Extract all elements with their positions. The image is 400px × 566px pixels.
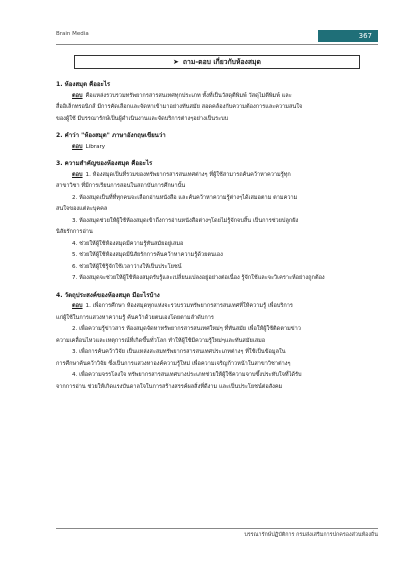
document-body: [56, 74, 378, 393]
answer-4-line: 2. เพื่อความรู้ข่าวสาร ห้องสมุดจัดหาทรัพยากรสารสนเทศใหม่ๆ ที่ทันสมัย เพื่อให้ผู้ใช้ติดตามข่าว: [72, 326, 301, 332]
answer-1-line: ของผู้ใช้ มีบรรณารักษ์เป็นผู้ดำเนินงานและจัดบริการต่างๆอย่างเป็นระบบ: [56, 115, 229, 122]
publisher-label: Brain Media: [56, 31, 89, 37]
answer-4-line: จากการอ่าน ช่วยให้เกิดแรงบันดาลใจในการสร้างสรรค์ผลสิ่งที่ดีงาม และเป็นประโยชน์ต่อสังคม: [56, 383, 283, 390]
answer-4-line: 3. เพื่อการค้นคว้าวิจัย เป็นแหล่งสะสมทรัพยากรสารสนเทศประเภทต่างๆ ที่ใช้เป็นข้อมูลใน: [72, 349, 286, 355]
answer-3-line: 7. ห้องสมุดจะช่วยให้ผู้ใช้ห้องสมุดรับรู้และเปลี่ยนแปลงอยู่อย่างต่อเนื่อง รู้จักใช้และจะวิเคราะห์อย่างถูกต้อง: [72, 275, 325, 281]
answer-4-line: 4. เพื่อความจรรโลงใจ ทรัพยากรสารสนเทศบางประเภทช่วยให้ผู้ใช้ความจาบซึ้งประทับใจที่ได้รับ: [72, 372, 302, 378]
answer-4-line: ความเคลื่อนไหวและเหตุการณ์ที่เกิดขึ้นทั่วโลก ทำให้ผู้ใช้มีความรู้ใหม่ๆและทันสมัยเสมอ: [56, 337, 266, 344]
section-title-box: [74, 55, 360, 69]
answer-4-line: การศึกษาค้นคว้าวิจัย ซึ่งเป็นการแสวงหาองค์ความรู้ใหม่ เพื่อความเจริญก้าวหน้าในสาขาวิชาต่างๆ: [56, 360, 291, 367]
answer-3-line: 5. ช่วยให้ผู้ใช้ห้องสมุดมีนิสัยรักการค้นคว้าหาความรู้ด้วยตนเอง: [72, 252, 223, 258]
header-divider: [56, 44, 378, 45]
answer-3-line: 2. ห้องสมุดเป็นที่ที่ทุกคนจะเลือกอ่านหนังสือ และค้นคว้าหาความรู้ต่างๆได้เสมอตาม ตามความ: [72, 194, 298, 201]
page-footer: บรรณารักษ์ปฏิบัติการ กรมส่งเสริมการปกครองส่วนท้องถิ่น: [244, 532, 378, 538]
answer-2-line: ตอบ Library: [72, 143, 106, 150]
answer-4-line: แก่ผู้ใช้ในการแสวงหาความรู้ ค้นคว้าด้วยตนเองโดยตามลำดับการ: [56, 314, 214, 321]
answer-3-line: สาขาวิชา ที่มีการเรียนการสอนในสถาบันการศึกษานั้น: [56, 183, 186, 189]
question-3-heading: 3. ความสำคัญของห้องสมุด คืออะไร: [56, 160, 153, 167]
answer-1-line: สื่ออิเล็กทรอนิกส์ มีการคัดเลือกและจัดหาเข้ามาอย่างทันสมัย สอดคล้องกับความต้องการและความสนใจ: [56, 104, 303, 110]
answer-3-line: นิสัยรักการอ่าน: [56, 229, 93, 235]
page-header: [56, 30, 378, 44]
answer-4-line: ตอบ 1. เพื่อการศึกษา ห้องสมุดทุกแห่งจะรวบรวมทรัพยากรสารสนเทศที่ให้ความรู้ เพื่อบริการ: [72, 303, 293, 309]
answer-label: ตอบ: [72, 171, 83, 178]
page-number-badge: 367: [318, 30, 378, 42]
answer-3-line: ตอบ 1. ห้องสมุดเป็นที่รวมของทรัพยากรสารสนเทศต่างๆ ที่ผู้ใช้สามารถค้นคว้าหาความรู้ทุก: [72, 171, 291, 178]
question-1-heading: 1. ห้องสมุด คืออะไร: [56, 81, 111, 88]
footer-divider: [56, 528, 378, 529]
question-4-heading: 4. วัตถุประสงค์ของห้องสมุด มีอะไรบ้าง: [56, 291, 160, 299]
answer-label: ตอบ: [72, 143, 83, 150]
answer-3-line: 4. ช่วยให้ผู้ใช้ห้องสมุดมีความรู้ทันสมัยอยู่เสมอ: [72, 240, 184, 247]
answer-label: ตอบ: [72, 92, 83, 99]
answer-3-line: 6. ช่วยให้ผู้ใช้รู้จักใช้เวลาว่างให้เป็นประโยชน์: [72, 263, 182, 270]
answer-3-line: สนใจของแต่ละบุคคล: [56, 206, 108, 212]
arrow-icon: ➤: [173, 58, 179, 66]
question-2-heading: 2. คำว่า "ห้องสมุด" ภาษาอังกฤษเขียนว่า: [56, 132, 166, 139]
answer-1-line: ตอบ คือแหล่งรวบรวมทรัพยากรสารสนเทศทุกประเภท ทั้งที่เป็นวัสดุตีพิมพ์ วัสดุไม่ตีพิมพ์ และ: [72, 92, 292, 99]
answer-3-line: 3. ห้องสมุดช่วยให้ผู้ใช้ห้องสมุดเข้าถึงการอ่านหนังสือต่างๆโดยไม่รู้จักจบสิ้น เป็นการช่วยปลูกฝัง: [72, 217, 299, 224]
answer-label: ตอบ: [72, 303, 83, 309]
section-title: ถาม-ตอบ เกี่ยวกับห้องสมุด: [182, 58, 261, 66]
